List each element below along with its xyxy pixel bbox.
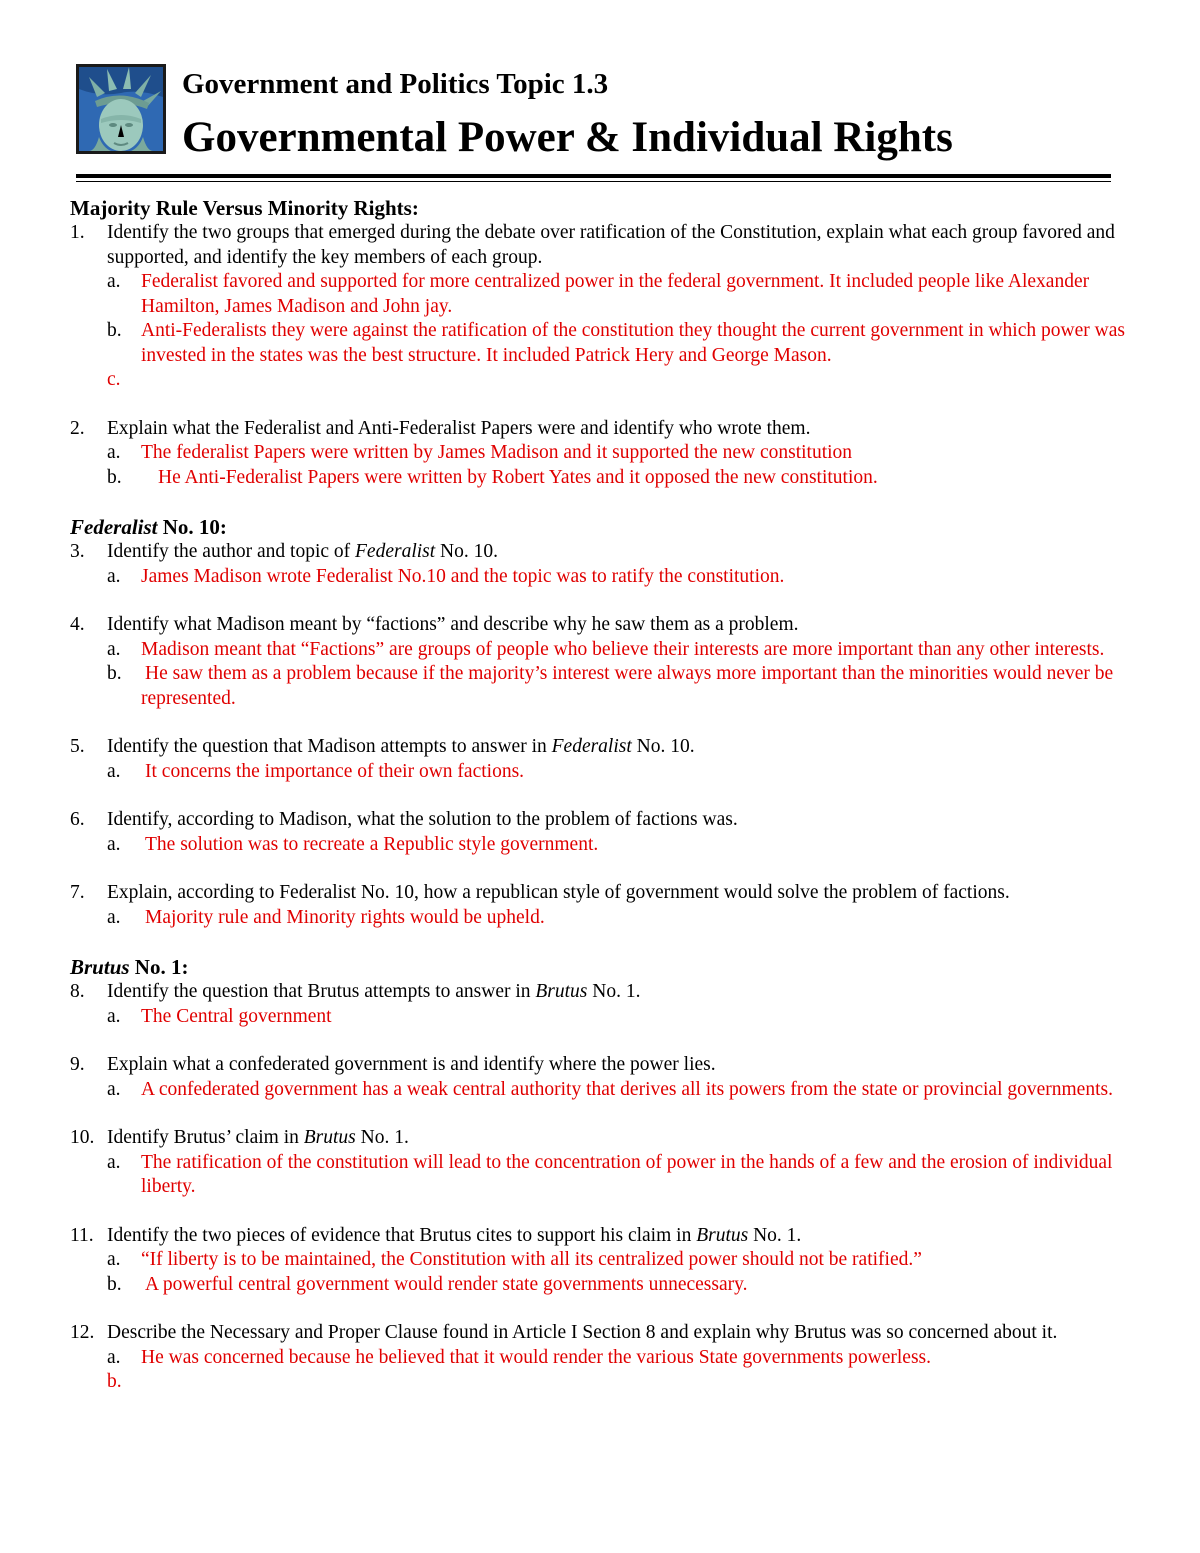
answer-2a bbox=[70, 441, 1170, 466]
answer-text: He Anti-Federalist Papers were written by Robert Yates and it opposed the new constitution. bbox=[158, 466, 878, 488]
answer-letter: a. bbox=[107, 565, 121, 587]
answer-text: “If liberty is to be maintained, the Constitution with all its centralized power should not be ratified.” bbox=[141, 1249, 922, 1270]
answer-letter: a. bbox=[107, 442, 121, 463]
question-text-italic: Brutus bbox=[303, 1127, 356, 1148]
answer-9a bbox=[70, 1078, 1170, 1103]
answer-letter: a. bbox=[107, 1151, 121, 1173]
question-9 bbox=[70, 1053, 1170, 1078]
answer-text: Majority rule and Minority rights would be upheld. bbox=[145, 906, 545, 928]
answer-letter: a. bbox=[107, 1078, 121, 1100]
section-heading-rest: No. 1: bbox=[129, 955, 189, 979]
answer-11b bbox=[70, 1273, 1170, 1298]
answer-12a bbox=[70, 1346, 1170, 1371]
question-12 bbox=[70, 1321, 1170, 1346]
worksheet-content bbox=[70, 195, 1170, 1395]
question-number: 2. bbox=[70, 417, 85, 439]
question-text: Describe the Necessary and Proper Clause found in Article I Section 8 and explain why Brutus was so concerned about it. bbox=[107, 1322, 1058, 1343]
answer-text: He saw them as a problem because if the majority’s interest were always more important than the minorities would never be represented. bbox=[141, 663, 1114, 709]
section-heading-federalist-10 bbox=[70, 514, 1170, 540]
question-text-after: No. 10. bbox=[631, 736, 695, 757]
question-text-before: Identify Brutus’ claim in bbox=[107, 1127, 304, 1148]
answer-text: Federalist favored and supported for more centralized power in the federal government. It included people like Alexander Hamilton, James Madison and John jay. bbox=[141, 271, 1090, 317]
answer-text: The Central government bbox=[141, 1005, 332, 1027]
question-number: 6. bbox=[70, 809, 85, 830]
answer-letter: b. bbox=[107, 320, 122, 341]
question-text-italic: Brutus bbox=[535, 981, 588, 1002]
question-text-before: Identify the two pieces of evidence that Brutus cites to support his claim in bbox=[107, 1224, 697, 1246]
answer-text: It concerns the importance of their own factions. bbox=[145, 760, 525, 782]
answer-4a bbox=[70, 638, 1170, 663]
question-text: Explain, according to Federalist No. 10, how a republican style of government would solve the problem of factions. bbox=[107, 882, 1010, 903]
question-4 bbox=[70, 613, 1170, 638]
question-number: 3. bbox=[70, 541, 85, 562]
question-text: Explain what a confederated government is and identify where the power lies. bbox=[107, 1054, 716, 1075]
question-5 bbox=[70, 735, 1170, 760]
answer-3a bbox=[70, 565, 1170, 590]
question-11 bbox=[70, 1224, 1170, 1249]
section-heading-rest: No. 10: bbox=[157, 515, 227, 539]
document-title: Governmental Power & Individual Rights bbox=[182, 114, 953, 161]
question-3 bbox=[70, 540, 1170, 565]
answer-2b bbox=[70, 466, 1170, 491]
question-2 bbox=[70, 417, 1170, 442]
question-text-before: Identify the question that Brutus attempts to answer in bbox=[107, 981, 536, 1002]
question-text-italic: Federalist bbox=[355, 541, 436, 562]
section-heading-brutus-1 bbox=[70, 954, 1170, 980]
question-7 bbox=[70, 881, 1170, 906]
statue-of-liberty-icon bbox=[76, 64, 166, 154]
section-heading-majority-rule: Majority Rule Versus Minority Rights: bbox=[70, 196, 419, 220]
answer-text: The ratification of the constitution will lead to the concentration of power in the hands of a few and the erosion of individual liberty. bbox=[141, 1151, 1113, 1197]
question-number: 4. bbox=[70, 614, 85, 635]
answer-7a bbox=[70, 906, 1170, 931]
question-text: Identify the two groups that emerged during the debate over ratification of the Constitution, explain what each group favored and supported, and identify the key members of each group. bbox=[107, 222, 1115, 268]
answer-1c bbox=[70, 368, 1170, 393]
answer-letter: a. bbox=[107, 271, 121, 292]
question-text-after: No. 10. bbox=[435, 541, 499, 562]
question-number: 11. bbox=[70, 1224, 94, 1246]
answer-10a bbox=[70, 1151, 1170, 1200]
answer-letter: a. bbox=[107, 906, 121, 928]
answer-letter: a. bbox=[107, 638, 121, 660]
answer-text: Anti-Federalists they were against the ratification of the constitution they thought the current government in which power was invested in the states was the best structure. It included Patrick Hery and George Mason. bbox=[141, 320, 1125, 366]
question-text-italic: Brutus bbox=[696, 1224, 749, 1246]
answer-12b bbox=[70, 1370, 1170, 1395]
answer-1b bbox=[70, 319, 1170, 368]
question-number: 5. bbox=[70, 736, 85, 757]
answer-text: The solution was to recreate a Republic style government. bbox=[145, 833, 599, 855]
answer-letter: a. bbox=[107, 1249, 121, 1270]
answer-text: James Madison wrote Federalist No.10 and the topic was to ratify the constitution. bbox=[141, 565, 785, 587]
answer-letter: b. bbox=[107, 1371, 122, 1392]
answer-text: A powerful central government would render state governments unnecessary. bbox=[145, 1273, 748, 1295]
question-number: 9. bbox=[70, 1054, 85, 1075]
answer-text: A confederated government has a weak central authority that derives all its powers from the state or provincial governments. bbox=[141, 1078, 1113, 1100]
question-number: 7. bbox=[70, 882, 85, 903]
answer-letter: b. bbox=[107, 466, 122, 488]
question-text: Explain what the Federalist and Anti-Federalist Papers were and identify who wrote them. bbox=[107, 417, 811, 439]
answer-text bbox=[141, 368, 1170, 393]
answer-letter: c. bbox=[107, 369, 121, 390]
answer-letter: a. bbox=[107, 760, 121, 782]
question-text: Identify, according to Madison, what the solution to the problem of factions was. bbox=[107, 809, 738, 830]
question-text-before: Identify the question that Madison attempts to answer in bbox=[107, 736, 552, 757]
answer-letter: b. bbox=[107, 663, 122, 684]
answer-11a bbox=[70, 1248, 1170, 1273]
answer-4b bbox=[70, 662, 1170, 711]
question-text-italic: Federalist bbox=[551, 736, 632, 757]
question-8 bbox=[70, 980, 1170, 1005]
question-number: 12. bbox=[70, 1322, 95, 1343]
question-10 bbox=[70, 1126, 1170, 1151]
question-1 bbox=[70, 221, 1170, 270]
header-divider-thin bbox=[76, 181, 1111, 182]
answer-text: The federalist Papers were written by James Madison and it supported the new constitution bbox=[141, 442, 853, 463]
answer-5a bbox=[70, 760, 1170, 785]
answer-text: He was concerned because he believed that it would render the various State governments powerless. bbox=[141, 1346, 932, 1368]
answer-letter: a. bbox=[107, 1346, 121, 1368]
question-text-after: No. 1. bbox=[355, 1127, 409, 1148]
question-6 bbox=[70, 808, 1170, 833]
question-number: 8. bbox=[70, 981, 85, 1002]
answer-8a bbox=[70, 1005, 1170, 1030]
question-number: 10. bbox=[70, 1127, 95, 1148]
answer-letter: a. bbox=[107, 833, 121, 855]
answer-1a bbox=[70, 270, 1170, 319]
section-heading-italic: Brutus bbox=[70, 955, 130, 979]
answer-text: Madison meant that “Factions” are groups of people who believe their interests are more important than any other interests. bbox=[141, 638, 1105, 660]
document-subtitle: Government and Politics Topic 1.3 bbox=[182, 68, 609, 100]
answer-letter: a. bbox=[107, 1005, 121, 1027]
answer-text bbox=[141, 1370, 1170, 1395]
answer-letter: b. bbox=[107, 1273, 122, 1295]
question-text-after: No. 1. bbox=[748, 1224, 802, 1246]
question-number: 1. bbox=[70, 222, 85, 243]
header-divider-thick bbox=[76, 174, 1111, 178]
question-text-after: No. 1. bbox=[587, 981, 641, 1002]
question-text: Identify what Madison meant by “factions” and describe why he saw them as a problem. bbox=[107, 614, 799, 635]
question-text-before: Identify the author and topic of bbox=[107, 541, 356, 562]
answer-6a bbox=[70, 833, 1170, 858]
section-heading-italic: Federalist bbox=[70, 515, 158, 539]
